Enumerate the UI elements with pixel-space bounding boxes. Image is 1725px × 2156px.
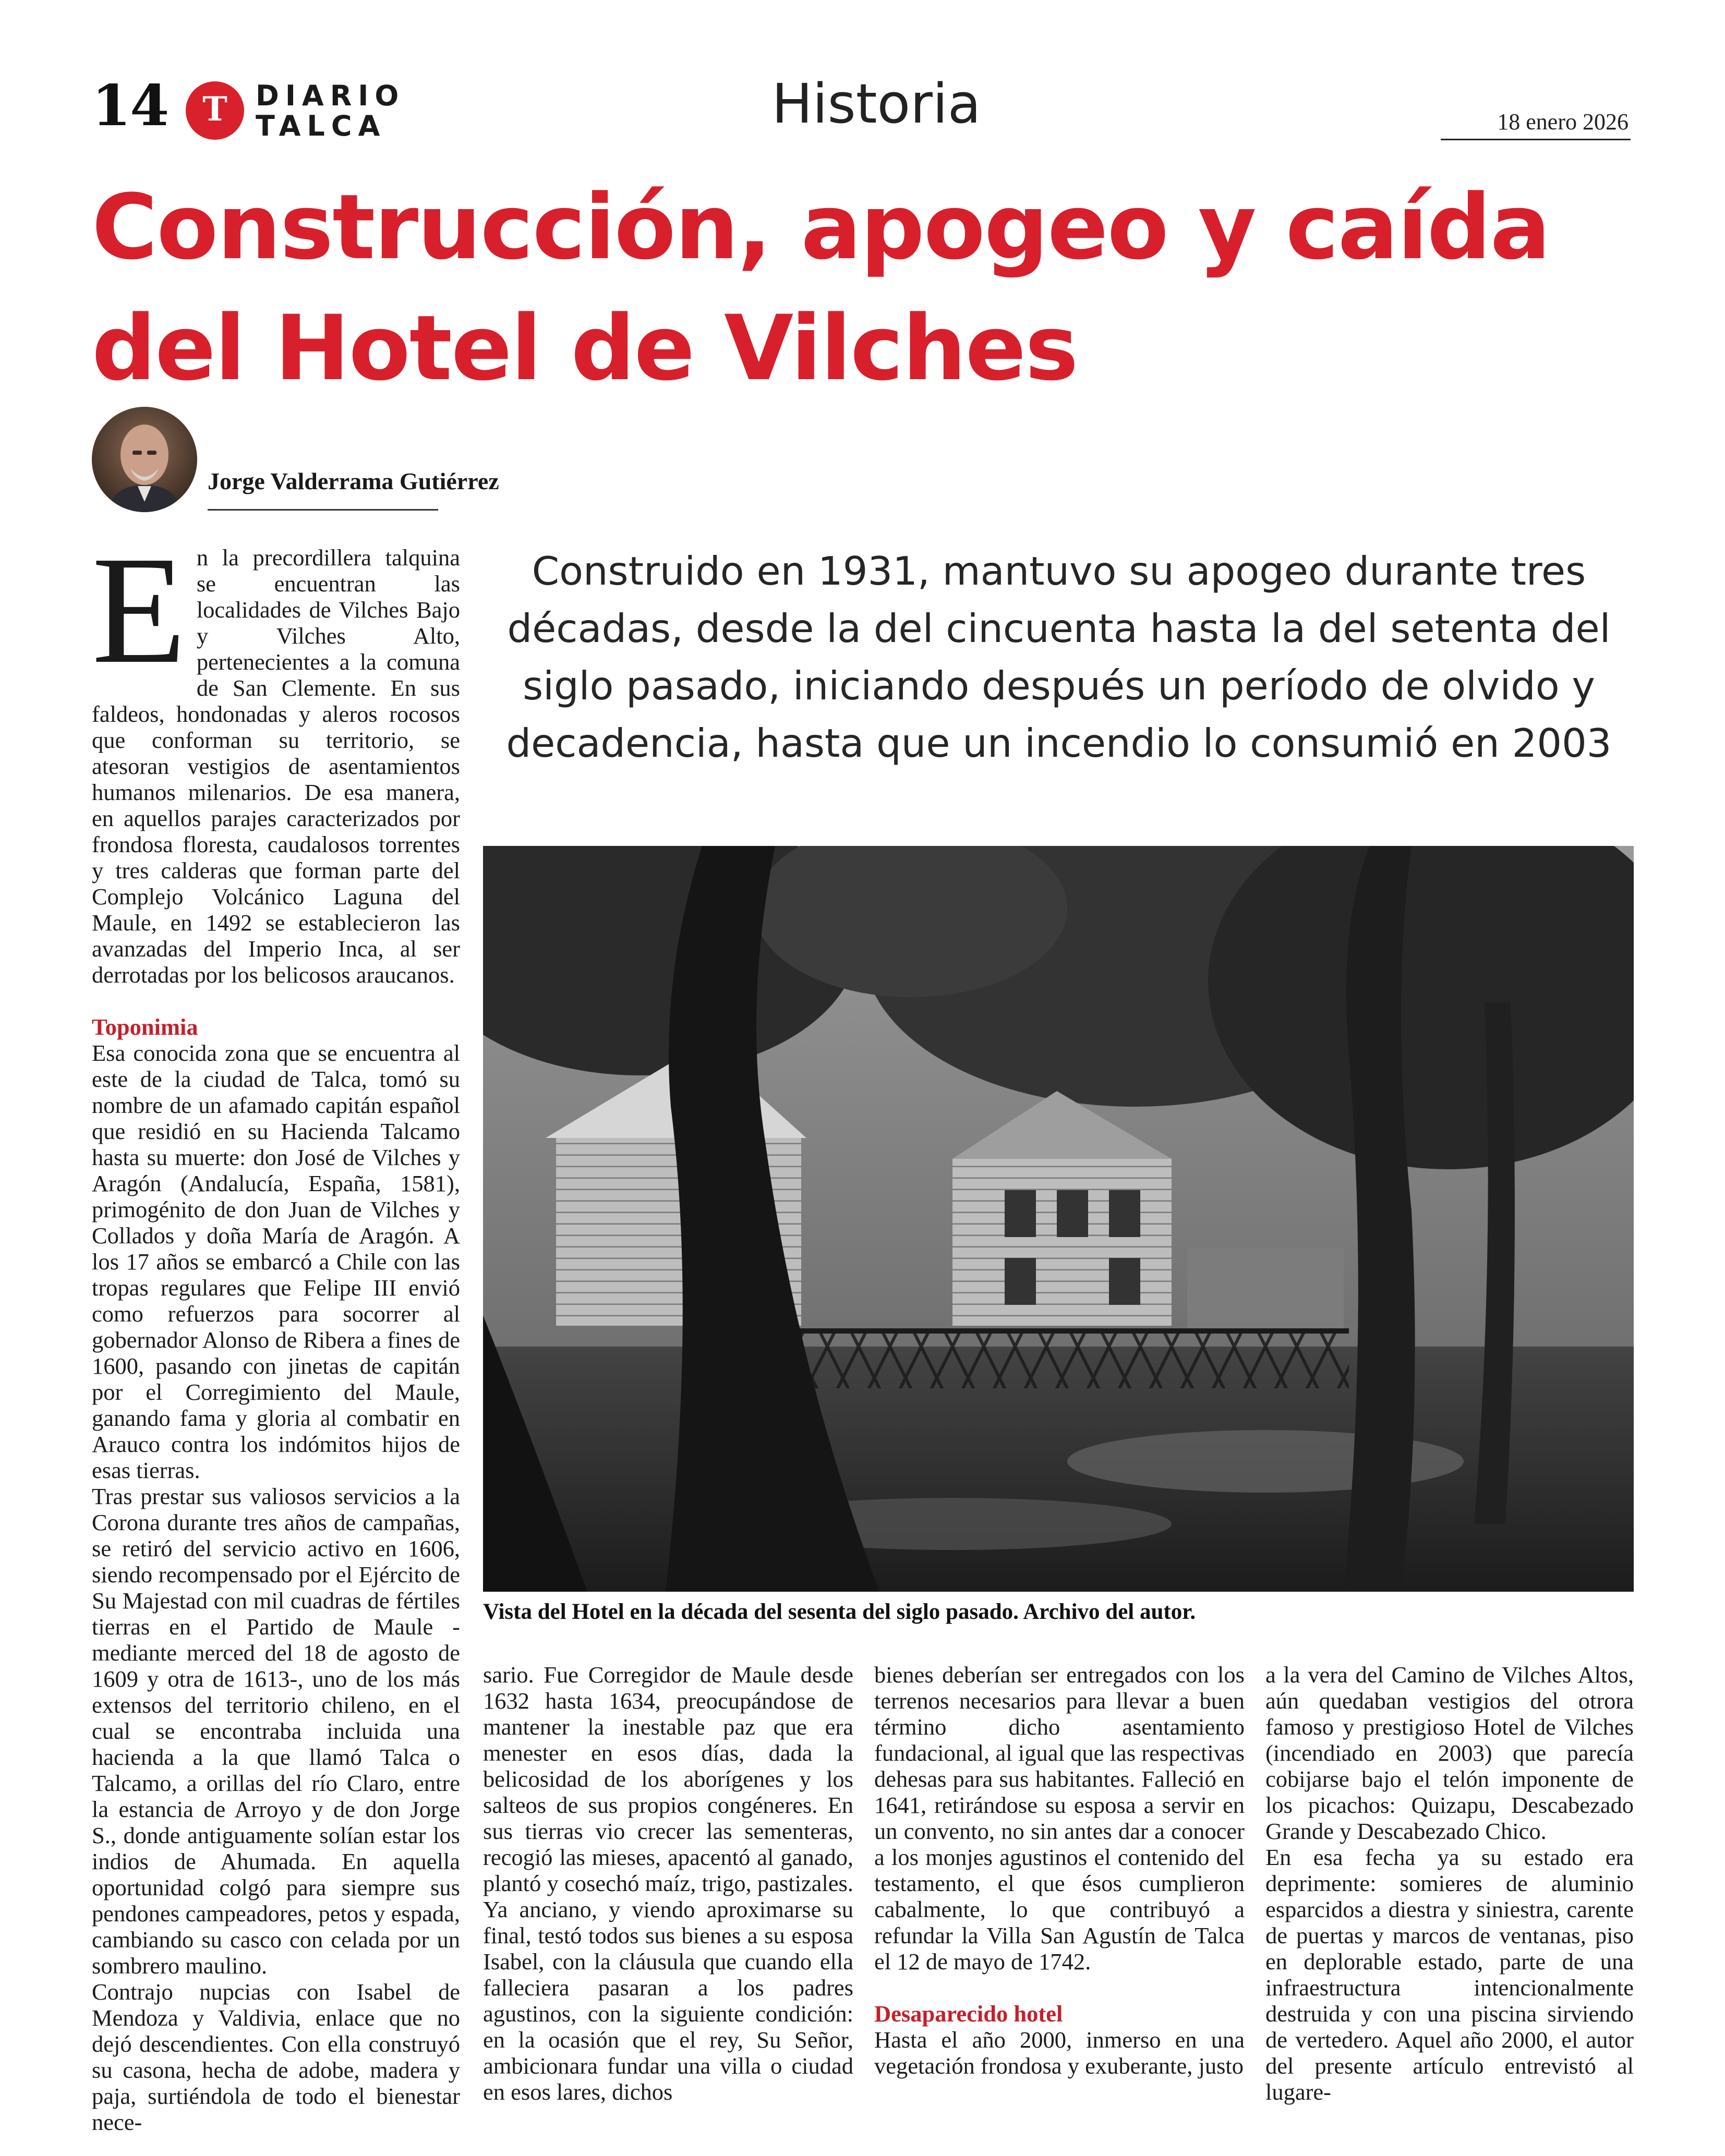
author-divider (208, 509, 438, 511)
article-paragraph: Hasta el año 2000, inmerso en una vegetación frondosa y exuberante, justo (874, 2027, 1245, 2079)
article-paragraph: a la vera del Camino de Vilches Altos, aún quedaban vestigios del otrora famoso y prestigioso Hotel de Vilches (incendiado en 2003) que parecía cobijarse bajo el telón imponente de los picachos: Quizapu, Descabezado Grande y Descabezado Chico. (1265, 1662, 1634, 1844)
author-name: Jorge Valderrama Gutiérrez (208, 468, 499, 494)
photo-caption: Vista del Hotel en la década del sesenta del siglo pasado. Archivo del autor. (483, 1600, 1196, 1624)
article-paragraph (92, 525, 460, 988)
article-paragraph: bienes deberían ser entregados con los terrenos necesarios para llevar a buen término dicho asentamiento fundacional, al igual que las respectivas dehesas para sus habitantes. Falleció en 1641, retirándose su esposa a servir en un convento, no sin antes dar a conocer a los monjes agustinos el contenido del testamento, el que ésos cumplieron cabalmente, lo que contribuyó a refundar la Villa San Agustín de Talca el 12 de mayo de 1742. (874, 1662, 1245, 1975)
article-paragraph: sario. Fue Corregidor de Maule desde 1632 hasta 1634, preocupándose de mantener la inestable paz que era menester en esos días, dada la belicosidad de los aborígenes y los salteos de sus propios congéneres. En sus tierras vio crecer las sementeras, recogió las mieses, apacentó al ganado, plantó y cosechó maíz, trigo, pastizales. Ya anciano, y viendo aproximarse su final, testó todos sus bienes a su esposa Isabel, con la cláusula que cuando ella falleciera pasaran a los padres agustinos, con la siguiente condición: en la ocasión que el rey, Su Señor, ambicionara fundar una villa o ciudad en esos lares, dichos (483, 1662, 853, 2105)
logo-mark-icon (186, 81, 244, 140)
article-paragraph: Contrajo nupcias con Isabel de Mendoza y Valdivia, enlace que no dejó descendientes. Con ella construyó su casona, hecha de adobe, madera y paja, surtiéndola de todo el bienestar nece- (92, 1979, 460, 2135)
headline-line-1: Construcción, apogeo y caída (92, 175, 1550, 280)
headline (92, 167, 1636, 409)
article-paragraph: Esa conocida zona que se encuentra al este de la ciudad de Talca, tomó su nombre de un afamado capitán español que residió en su Hacienda Talcamo hasta su muerte: don José de Vilches y Aragón (Andalucía, España, 1581), primogénito de don Juan de Vilches y Collados y doña María de Aragón. A los 17 años se embarcó a Chile con las tropas regulares que Felipe III envió como refuerzos para socorrer al gobernador Alonso de Ribera a fines de 1600, pasando con jinetas de capitán por el Corregimiento del Maule, ganando fama y gloria al combatir en Arauco contra los indómitos hijos de esas tierras. (92, 1040, 460, 1483)
article-paragraph: Tras prestar sus valiosos servicios a la Corona durante tres años de campañas, se retiró del servicio activo en 1606, siendo recompensado por el Ejército de Su Majestad con mil cuadras de fértiles tierras en el Partido de Maule -mediante merced del 18 de agosto de 1609 y otra de 1613-, uno de los más extensos del territorio chileno, en el cual se encontraba incluida una hacienda a la que llamó Talca o Talcamo, a orillas del río Claro, entre la estancia de Arroyo y de don Jorge S., donde antiguamente solían estar los indios de Ahumada. En aquella oportunidad colgó para siempre sus pendones campeadores, petos y espada, cambiando su casco con celada por un sombrero maulino. (92, 1483, 460, 1979)
page-number: 14 (92, 73, 168, 139)
hotel-photo (483, 846, 1634, 1592)
issue-date: 18 enero 2026 (1497, 109, 1629, 135)
drop-cap: E (92, 525, 186, 696)
date-divider (1441, 139, 1631, 140)
logo-text-bottom: TALCA (256, 110, 387, 142)
subhead-toponimia: Toponimia (92, 1014, 198, 1040)
article-column-2 (483, 1662, 853, 2105)
author-portrait-icon (92, 407, 197, 512)
headline-line-2: del Hotel de Vilches (92, 296, 1078, 401)
article-lede: Construido en 1931, mantuvo su apogeo durante tres décadas, desde la del cincuenta hasta la del setenta del siglo pasado, iniciando después un período de olvido y decadencia, hasta que un incendio lo consumió en 2003 (506, 548, 1612, 766)
article-column-1 (92, 525, 460, 2135)
logo-mark-letter: T (202, 90, 227, 129)
section-title: Historia (771, 72, 981, 136)
intro-text: n la precordillera talquina se encuentran las localidades de Vilches Bajo y Vilches Alto, pertenecientes a la comuna de San Clemente. En sus faldeos, hondonadas y aleros rocosos que conforman su territorio, se atesoran vestigios de asentamientos humanos milenarios. De esa manera, en aquellos parajes caracterizados por frondosa floresta, caudalosos torrentes y tres calderas que forman parte del Complejo Volcánico Laguna del Maule, en 1492 se establecieron las avanzadas del Imperio Inca, al ser derrotadas por los belicosos araucanos. (92, 544, 460, 988)
diario-talca-logo[interactable] (186, 79, 405, 142)
logo-text-top: DIARIO (256, 79, 405, 112)
subhead-desaparecido-hotel: Desaparecido hotel (874, 2001, 1063, 2027)
article-paragraph: En esa fecha ya su estado era deprimente: somieres de aluminio esparcidos a diestra y siniestra, carente de puertas y marcos de ventanas, piso en deplorable estado, parte de una infraestructura intencionalmente destruida y con una piscina sirviendo de vertedero. Aquel año 2000, el autor del presente artículo entrevistó al lugare- (1265, 1844, 1634, 2105)
article-column-4 (1265, 1662, 1634, 2105)
article-column-3 (874, 1662, 1245, 2079)
